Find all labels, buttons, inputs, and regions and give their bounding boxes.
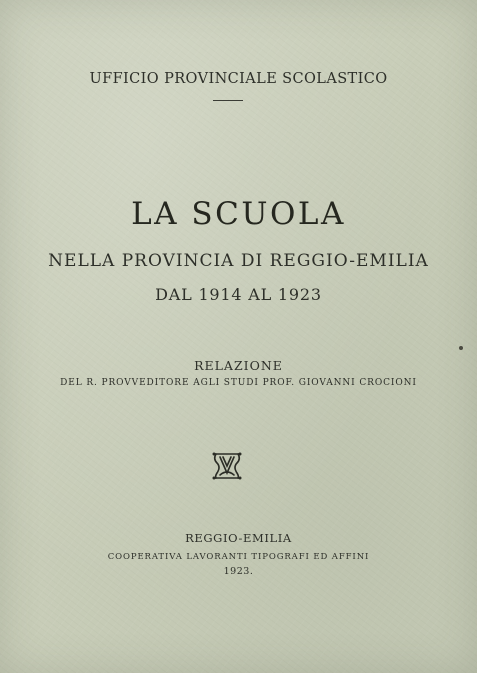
author-line: DEL R. PROVVEDITORE AGLI STUDI PROF. GIOVANNI CROCIONI — [60, 378, 417, 388]
publication-year: 1923. — [223, 566, 254, 577]
publication-city: REGGIO-EMILIA — [185, 531, 292, 545]
publisher-monogram-icon — [211, 451, 243, 481]
divider-rule — [213, 100, 243, 101]
book-subtitle: NELLA PROVINCIA DI REGGIO-EMILIA — [48, 251, 429, 271]
office-heading: UFFICIO PROVINCIALE SCOLASTICO — [89, 71, 388, 87]
report-label: RELAZIONE — [194, 358, 283, 373]
printer-name: COOPERATIVA LAVORANTI TIPOGRAFI ED AFFINI — [107, 552, 370, 562]
book-title: LA SCUOLA — [131, 196, 346, 232]
date-range: DAL 1914 AL 1923 — [155, 285, 322, 304]
paper-speck — [459, 346, 463, 350]
